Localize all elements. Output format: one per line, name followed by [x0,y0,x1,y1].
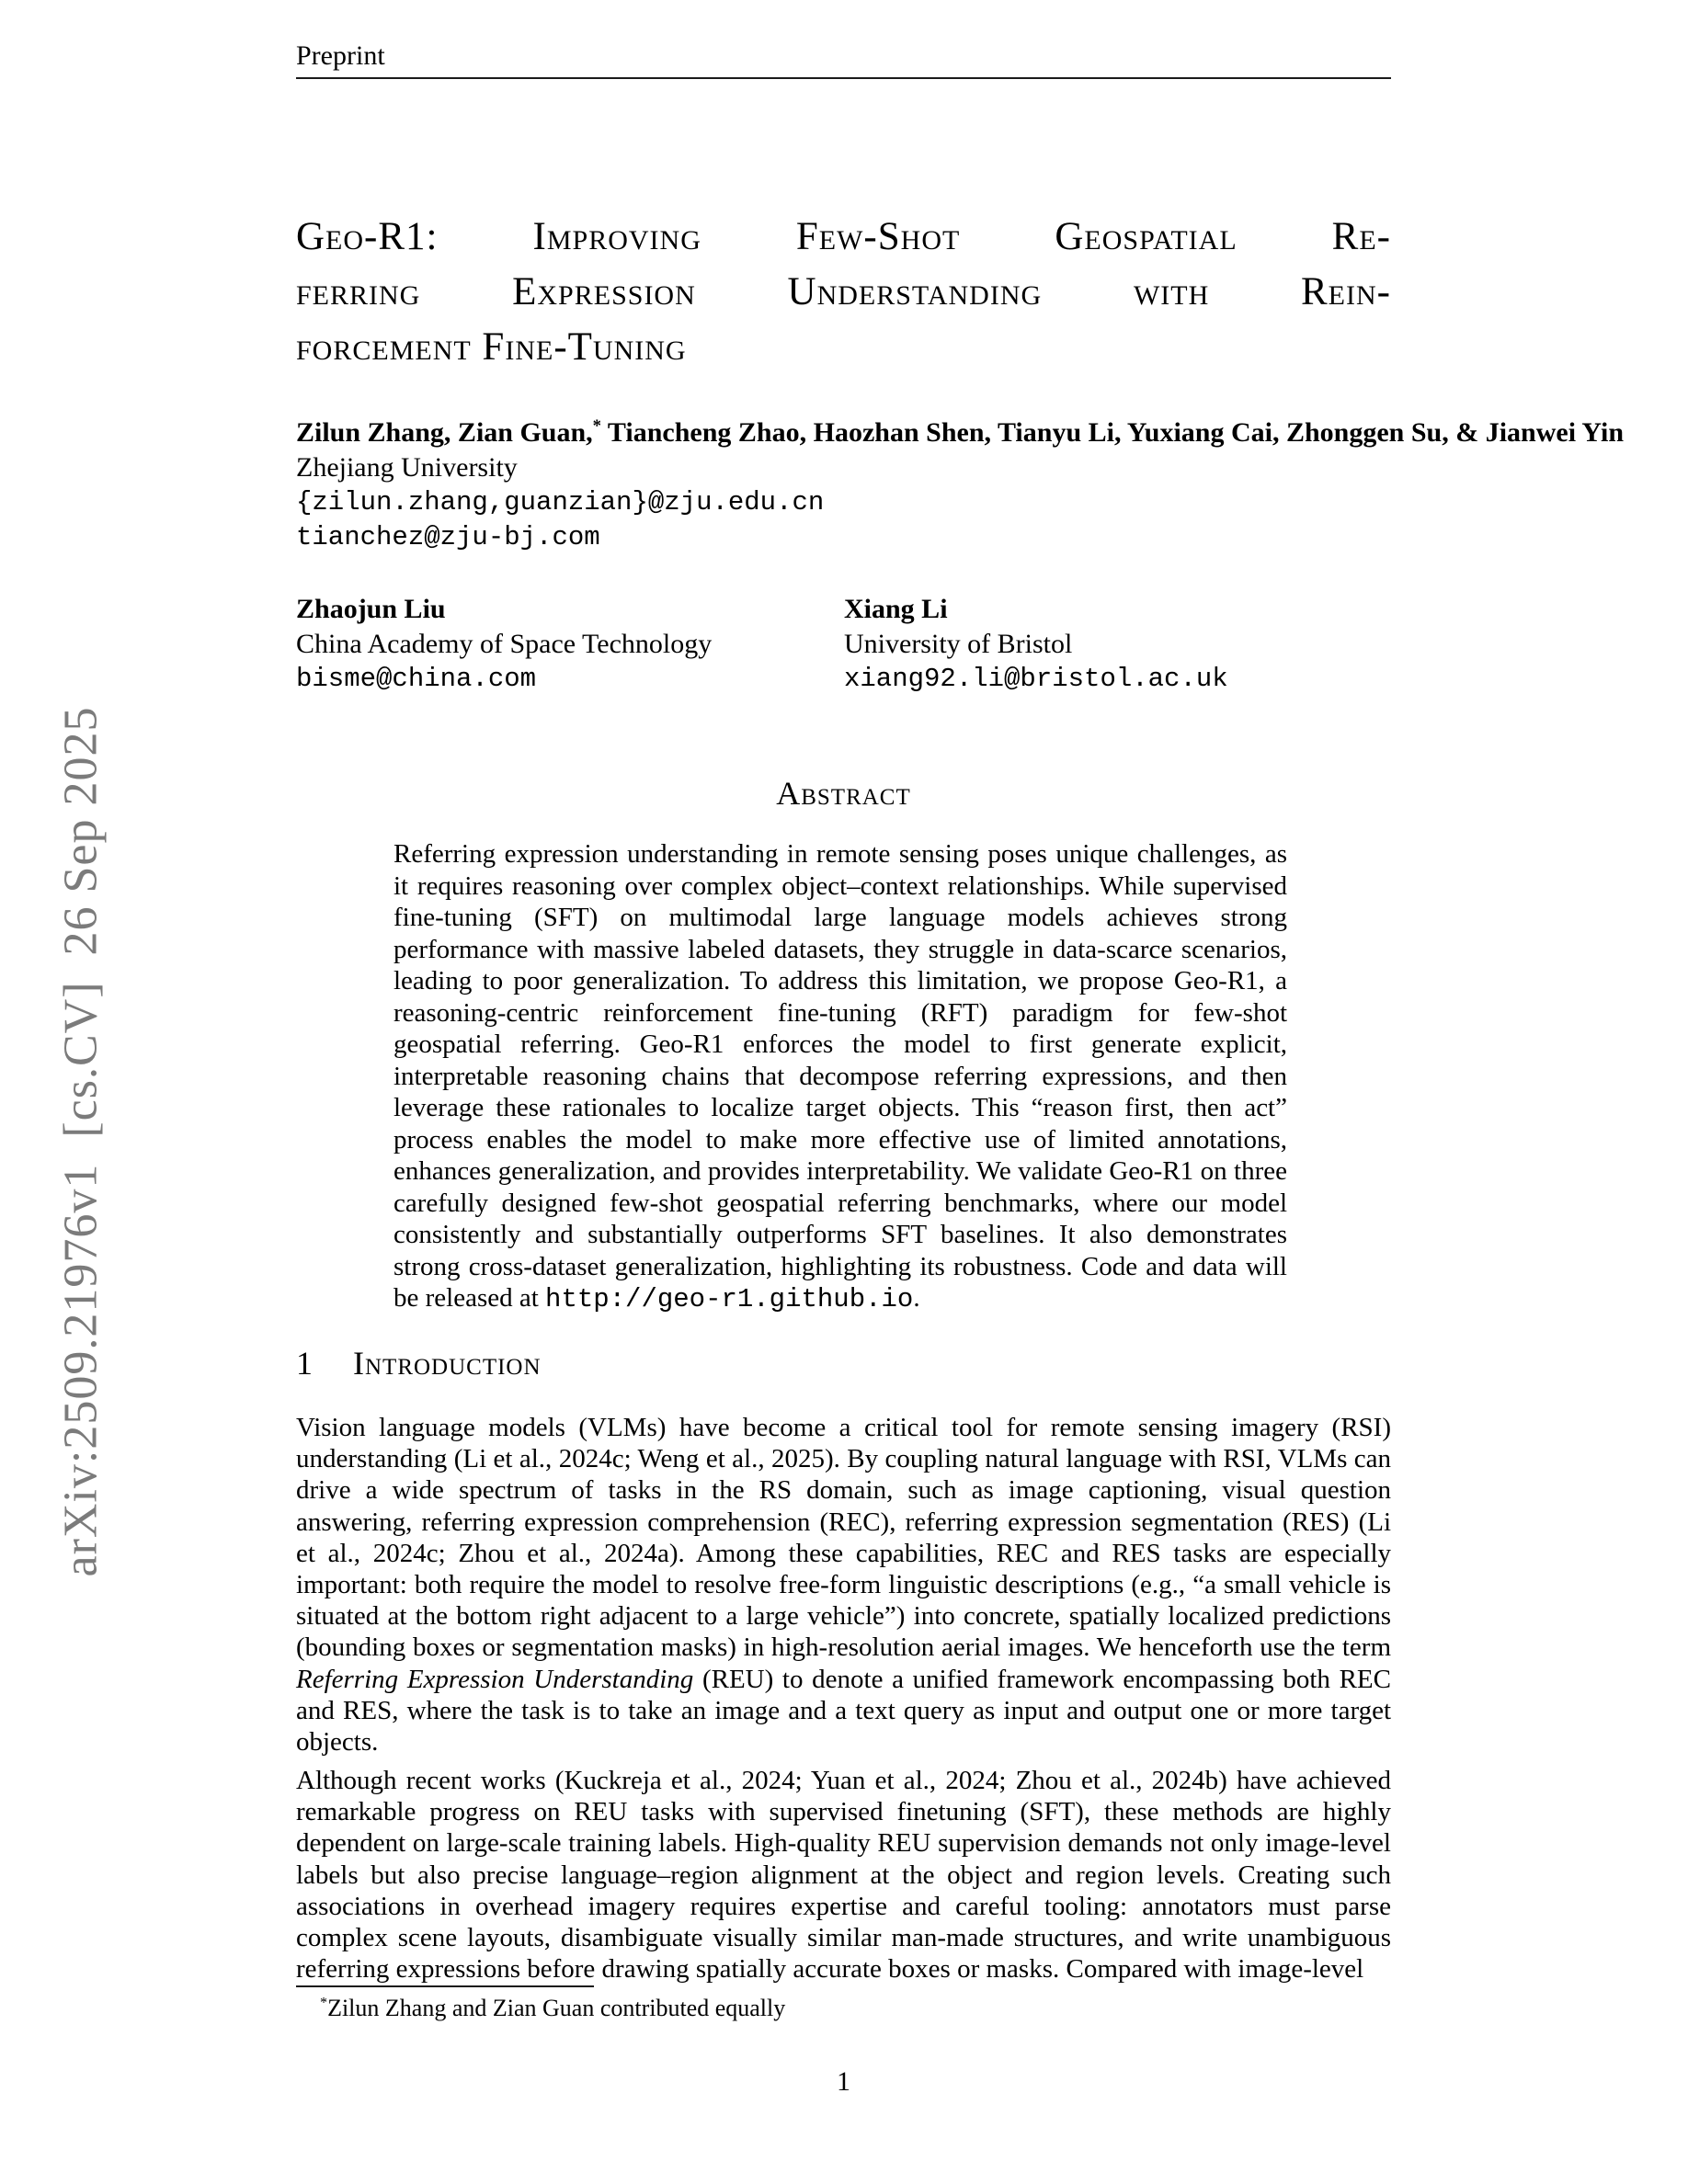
author-affiliation-zju: Zhejiang University [296,452,518,483]
paragraph-text: (REU) to denote a unified framework encompassing both REC and RES, where the task is to take an image and a text query as input and output one or more target objects. [296,1664,1391,1757]
reu-term-italic: Referring Expression Understanding [296,1664,694,1694]
header-rule [296,77,1391,79]
footnote-rule [296,1985,594,1987]
title-line-3: forcement Fine-Tuning [296,325,687,369]
author-block-primary [296,415,1625,555]
title-line-1: Geo-R1: Improving Few-Shot Geospatial Re- [296,215,1391,258]
section-number: 1 [296,1345,313,1382]
section-heading-introduction [296,1344,542,1382]
abstract-heading: Abstract [776,775,911,812]
author-names-after-mark: Tiancheng Zhao, Haozhan Shen, Tianyu Li, Yuxiang Cai, Zhonggen Su, & Jianwei Yin [600,417,1625,448]
abstract-body-text: Referring expression understanding in remote sensing poses unique challenges, as it requires reasoning over complex object–context relationships. While supervised fine-tuning (SFT) on multimodal large language models achieves strong performance with massive labeled datasets, they struggle in data-scarce scenarios, leading to poor generalization. To address this limitation, we propose Geo-R1, a reasoning-centric reinforcement fine-tuning (RFT) paradigm for few-shot geospatial referring. Geo-R1 enforces the model to first generate explicit, interpretable reasoning chains that decompose referring expressions, and then leverage these rationales to localize target objects. This “reason first, then act” process enables the model to make more effective use of limited annotations, enhances generalization, and provides interpretability. We validate Geo-R1 on three carefully designed few-shot geospatial referring benchmarks, where our model consistently and substantially outperforms SFT baselines. It also demonstrates strong cross-dataset generalization, highlighting its robustness. Code and data will be released at [393,839,1287,1313]
intro-paragraph-2: Although recent works (Kuckreja et al., 2024; Yuan et al., 2024; Zhou et al., 2024b) have achieved remarkable progress on REU tasks with supervised finetuning (SFT), these methods are highly dependent on large-scale training labels. High-quality REU supervision demands not only image-level labels but also precise language–region alignment at the object and region levels. Creating such associations in overhead imagery requires expertise and careful tooling: annotators must parse complex scene layouts, disambiguate visually similar man-made structures, and write unambiguous referring expressions before drawing spatially accurate boxes or masks. Compared with image-level [296,1766,1391,1985]
project-url-link[interactable]: http://geo-r1.github.io [545,1284,914,1314]
author-block-zhaojun-liu [296,592,712,697]
arxiv-watermark: arXiv:2509.21976v1 [cs.CV] 26 Sep 2025 [54,706,108,1577]
intro-paragraph-1 [296,1412,1391,1757]
author-email-tianchez: tianchez@zju-bj.com [296,522,600,552]
author-affiliation: University of Bristol [844,629,1073,659]
author-email: bisme@china.com [296,664,537,694]
author-name: Xiang Li [844,594,948,624]
footnote-asterisk: * [320,1995,328,2011]
footnote [296,1995,1391,2022]
author-affiliation: China Academy of Space Technology [296,629,713,659]
paper-title [296,210,1391,375]
section-title: Introduction [353,1345,542,1382]
equal-contribution-mark: * [592,416,601,436]
footnote-text: Zilun Zhang and Zian Guan contributed equally [327,1995,786,2021]
author-names-before-mark: Zilun Zhang, Zian Guan, [296,417,593,448]
author-email-group: {zilun.zhang,guanzian}@zju.edu.cn [296,487,825,518]
abstract-final-period: . [913,1283,920,1313]
page-number: 1 [837,2066,850,2097]
author-block-xiang-li [844,592,1228,697]
paragraph-text: Vision language models (VLMs) have become a critical tool for remote sensing imagery (RSI) understanding (Li et al., 2024c; Weng et al., 2025). By coupling natural language with RSI, VLMs can drive a wide spectrum of tasks in the RS domain, such as image captioning, visual question answering, referring expression comprehension (REC), referring expression segmentation (RES) (Li et al., 2024c; Zhou et al., 2024a). Among these capabilities, REC and RES tasks are especially important: both require the model to resolve free-form linguistic descriptions (e.g., “a small vehicle is situated at the bottom right adjacent to a large vehicle”) into concrete, spatially localized predictions (bounding boxes or segmentation masks) in high-resolution aerial images. We henceforth use the term [296,1413,1391,1663]
author-name: Zhaojun Liu [296,594,446,624]
author-names [296,415,1625,450]
author-email: xiang92.li@bristol.ac.uk [844,664,1228,694]
title-line-2: ferring Expression Understanding with Rein- [296,270,1391,313]
preprint-header: Preprint [296,40,385,71]
abstract-text [393,838,1287,1316]
